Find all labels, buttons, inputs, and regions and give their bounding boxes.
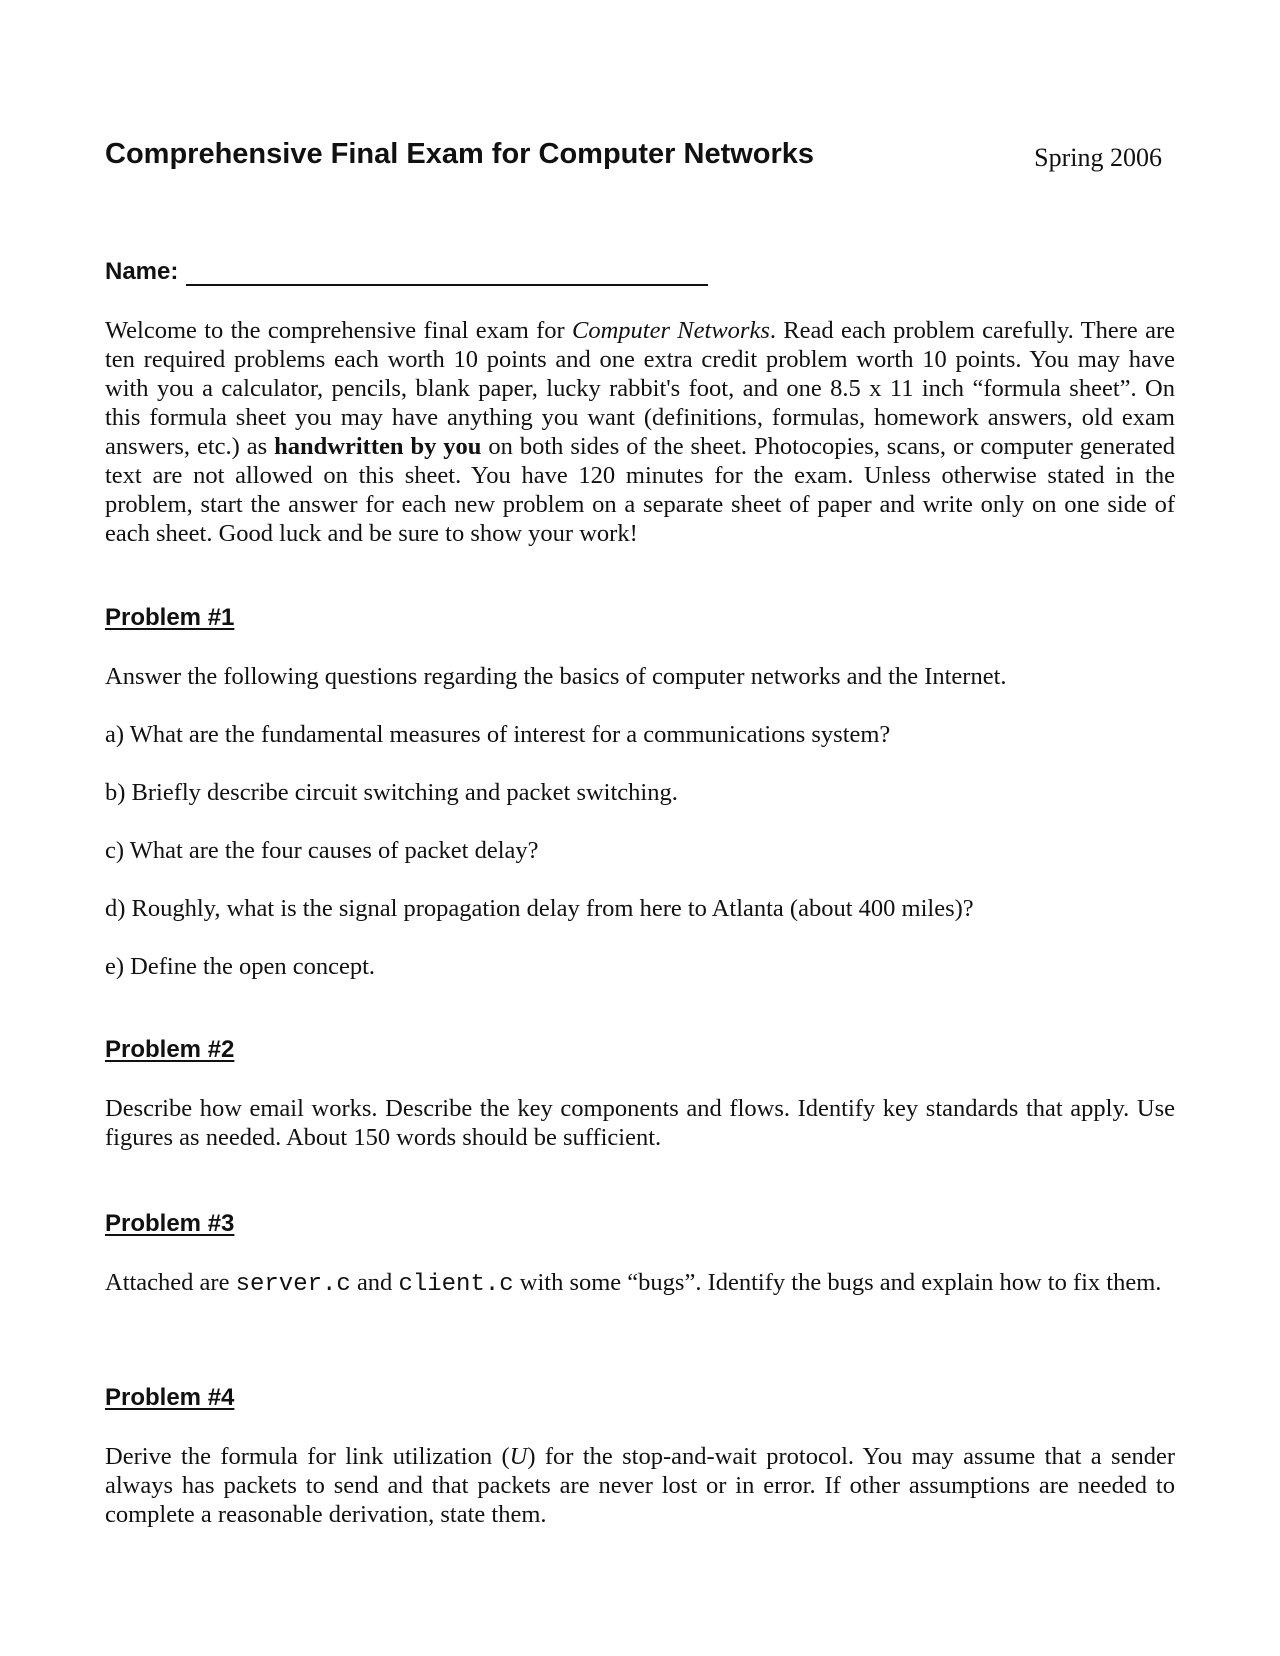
problem-1-question-c: c) What are the four causes of packet delay?: [105, 837, 539, 864]
client-filename: client.c: [398, 1271, 514, 1298]
problem-2-text: Describe how email works. Describe the key components and flows. Identify key standards that apply. Use figures as needed. About 150 words should be sufficient.: [105, 1095, 1175, 1151]
utilization-variable: U: [509, 1443, 528, 1470]
problem-3-text-2: and: [350, 1269, 399, 1296]
problem-4-text-1: Derive the formula for link utilization (: [105, 1443, 510, 1470]
name-field: [105, 258, 708, 286]
problem-1-question-a: a) What are the fundamental measures of interest for a communications system?: [105, 721, 891, 748]
intro-text-2: . Read each problem carefully. There are ten required problems each worth 10 points and one extra credit problem worth 10 points. You may have with you a calculator, pencils, blank paper, lucky rabbit's foot, and one 8.5 x 11 inch “formula sheet”. On this formula sheet you may have anything you want (definitions, formulas, homework answers, old exam answers, etc.) as: [105, 317, 1175, 460]
name-label: Name:: [105, 258, 179, 285]
problem-4-text-2: ) for the stop-and-wait protocol. You may assume that a sender always has packets to send and that packets are never lost or in error. If other assumptions are needed to complete a reasonable derivation, state them.: [105, 1443, 1175, 1528]
problem-3-text: [105, 1268, 1175, 1299]
problem-4-heading: Problem #4: [105, 1384, 235, 1411]
problem-3-text-3: with some “bugs”. Identify the bugs and explain how to fix them.: [513, 1269, 1162, 1296]
intro-text-1: Welcome to the comprehensive final exam for: [105, 317, 572, 344]
exam-term: Spring 2006: [1034, 143, 1162, 172]
name-blank-line: [186, 260, 708, 286]
problem-2-heading: Problem #2: [105, 1036, 235, 1063]
problem-3-text-1: Attached are: [105, 1269, 236, 1296]
problem-4-text: [105, 1442, 1175, 1529]
exam-title: Comprehensive Final Exam for Computer Networks: [105, 138, 815, 170]
problem-1-question-b: b) Briefly describe circuit switching and packet switching.: [105, 779, 678, 806]
problem-1-heading: Problem #1: [105, 604, 235, 631]
intro-paragraph: [105, 316, 1175, 548]
course-name: Computer Networks: [571, 317, 770, 344]
problem-3-heading: Problem #3: [105, 1210, 235, 1237]
server-filename: server.c: [235, 1271, 351, 1298]
problem-1-question-e: e) Define the open concept.: [105, 953, 376, 980]
problem-1-question-d: d) Roughly, what is the signal propagation delay from here to Atlanta (about 400 miles)?: [105, 895, 974, 922]
intro-text-3: on both sides of the sheet. Photocopies, scans, or computer generated text are not allowed on this sheet. You have 120 minutes for the exam. Unless otherwise stated in the problem, start the answer for each new problem on a separate sheet of paper and write only on one side of each sheet. Good luck and be sure to show your work!: [105, 433, 1176, 547]
problem-1-lead: Answer the following questions regarding the basics of computer networks and the Internet.: [105, 663, 1007, 690]
intro-emphasis: handwritten by you: [274, 433, 482, 460]
